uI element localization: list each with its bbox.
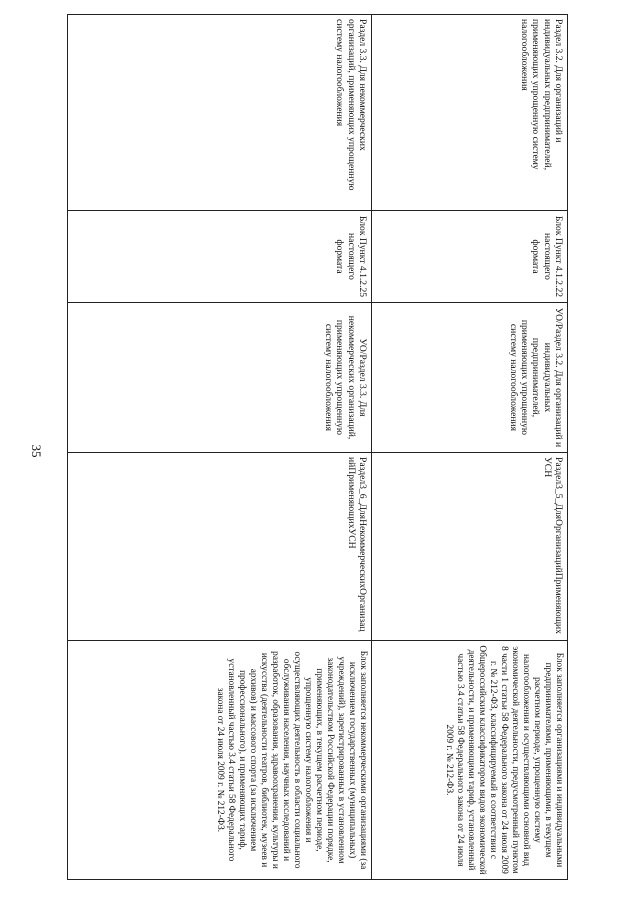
block-reference-cell: Блок Пункт 4.1.2.25 настоящего формата [68, 211, 372, 303]
path-cell: УО/Раздел 3.2. Для организаций и индивидуальных предпринимателей, применяющих упрощенную систему налогообложения [372, 303, 568, 453]
description-cell: Блок заполняется некоммерческими организациями (за исключением государственных (муниципальных) учреждений), зарегистрированных в установленном законодательством Российской Федерации порядке, применяющих, в текущем расчетном периоде, упрощенную систему налогообложения и осуществляющих деятельность в области социального обслуживания населения, научных исследований и разработок, образования, здравоохранения, культуры и искусства (деятельности театров, библиотек, музеев и архивов) и массового спорта (за исключением профессионального), и применяющих тариф, установленный частью 3.4 статьи 58 Федерального закона от 24 июля 2009 г. № 212-ФЗ. [68, 641, 372, 880]
path-cell: УО/Раздел 3.3. Для некоммерческих организаций, применяющих упрощенную систему налогообложения [68, 303, 372, 453]
block-reference-cell: Блок Пункт 4.1.2.22 настоящего формата [372, 211, 568, 303]
description-cell: Блок заполняется организациями и индивидуальными предпринимателями, применяющими, в текущем расчетном периоде, упрощенную систему налогообложения и осуществляющими основной вид экономической деятельности, предусмотренный пунктом 8 части 1 статьи 58 Федерального закона от 24 июля 2009 г. № 212-ФЗ, классифицируемый в соответствии с Общероссийским классификатором видов экономической деятельности, и применяющими тариф, установленный частью 3.4 статьи 58 Федерального закона от 24 июля 2009 г. № 212-ФЗ. [372, 641, 568, 880]
section-name-cell: Раздел 3.3. Для некоммерческих организаций, применяющих упрощенную систему налогообложения [68, 15, 372, 211]
element-name-cell: Раздел3_6_ДляНекоммерческихОрганизацийПрименяющихУСН [68, 453, 372, 641]
element-name-cell: Раздел3_5_ДляОрганизацийПрименяющихУСН [372, 453, 568, 641]
section-name-cell: Раздел 3.2. Для организаций и индивидуальных предпринимателей, применяющих упрощенную систему налогообложения [372, 15, 568, 211]
page-number: 35 [29, 444, 44, 458]
table-row [372, 15, 568, 880]
rotated-table-container [68, 14, 568, 879]
format-table [67, 14, 568, 880]
table-row [68, 15, 372, 880]
